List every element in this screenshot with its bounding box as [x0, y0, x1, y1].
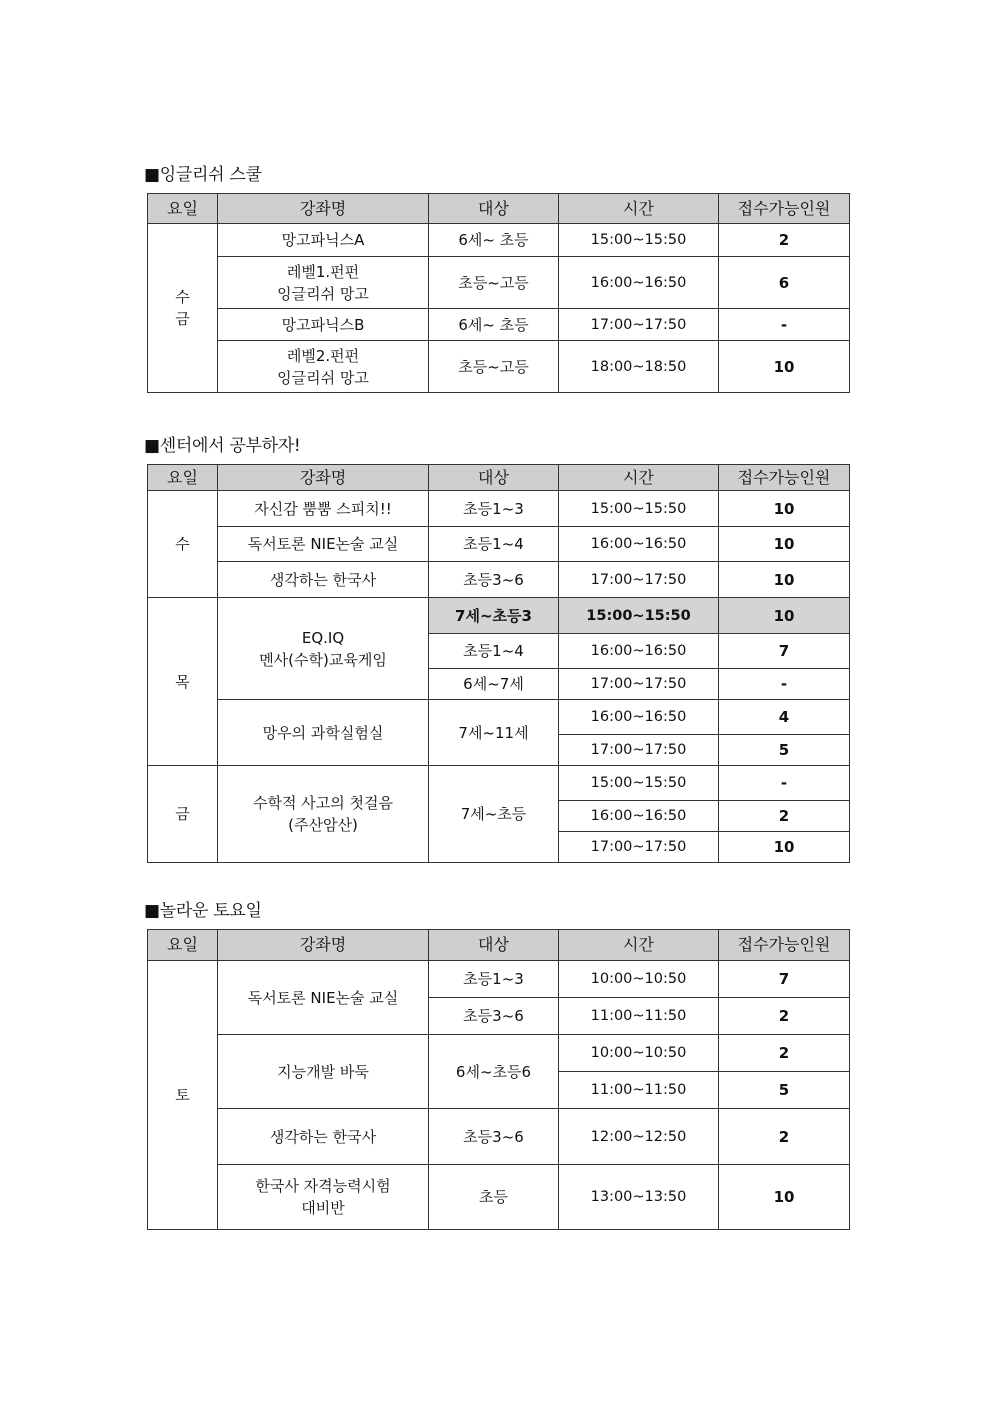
- target-cell: 초등1~4: [429, 634, 559, 669]
- course-line: 잉글리쉬 망고: [277, 368, 369, 387]
- time-cell: 17:00~17:50: [559, 735, 719, 766]
- header-course: 강좌명: [218, 465, 429, 491]
- course-line: 멘사(수학)교육게임: [259, 650, 387, 669]
- time-cell: 10:00~10:50: [559, 1035, 719, 1072]
- target-cell: 7세~초등3: [429, 598, 559, 634]
- target-cell: 초등~고등: [429, 257, 559, 309]
- target-cell: 6세~ 초등: [429, 309, 559, 341]
- table-row: [148, 341, 850, 393]
- target-cell: 6세~7세: [429, 669, 559, 700]
- header-row: [148, 930, 850, 961]
- header-count: 접수가능인원: [719, 194, 850, 224]
- time-cell: 11:00~11:50: [559, 998, 719, 1035]
- count-cell: 10: [719, 562, 850, 598]
- time-cell: 15:00~15:50: [559, 491, 719, 527]
- time-cell: 16:00~16:50: [559, 700, 719, 735]
- target-cell: 초등3~6: [429, 1109, 559, 1165]
- course-line: 레벨1.펀펀: [286, 262, 360, 281]
- count-cell: 10: [719, 1165, 850, 1230]
- day-line: 금: [175, 310, 190, 328]
- time-cell: 16:00~16:50: [559, 257, 719, 309]
- course-line: EQ.IQ: [301, 628, 345, 647]
- target-cell: 초등~고등: [429, 341, 559, 393]
- time-cell: 17:00~17:50: [559, 562, 719, 598]
- count-cell: -: [719, 669, 850, 700]
- course-cell: 자신감 뿜뿜 스피치!!: [218, 491, 429, 527]
- count-cell: -: [719, 766, 850, 801]
- course-line: 레벨2.펀펀: [286, 346, 360, 365]
- time-cell: 17:00~17:50: [559, 309, 719, 341]
- day-line: 수: [175, 288, 190, 306]
- course-cell: [218, 598, 429, 700]
- table-row: [148, 527, 850, 562]
- target-cell: 초등1~3: [429, 961, 559, 998]
- table-row: [148, 961, 850, 998]
- count-cell: 5: [719, 1072, 850, 1109]
- course-cell: [218, 224, 429, 257]
- table-row: [148, 1109, 850, 1165]
- table-row: [148, 1165, 850, 1230]
- table-row: [148, 766, 850, 801]
- time-cell: 11:00~11:50: [559, 1072, 719, 1109]
- header-course: 강좌명: [218, 194, 429, 224]
- course-line: 대비반: [301, 1199, 345, 1217]
- count-cell: 10: [719, 527, 850, 562]
- table-row-highlighted: [148, 598, 850, 634]
- target-cell: 7세~11세: [429, 700, 559, 766]
- table-row: [148, 700, 850, 735]
- count-cell: 5: [719, 735, 850, 766]
- day-cell: [148, 224, 218, 393]
- target-cell: 6세~초등6: [429, 1035, 559, 1109]
- course-cell: 망우의 과학실험실: [218, 700, 429, 766]
- count-cell: 2: [719, 224, 850, 257]
- course-cell: [218, 309, 429, 341]
- course-cell: [218, 257, 429, 309]
- count-cell: 7: [719, 634, 850, 669]
- target-cell: 6세~ 초등: [429, 224, 559, 257]
- header-target: 대상: [429, 194, 559, 224]
- time-cell: 16:00~16:50: [559, 634, 719, 669]
- table-row: [148, 562, 850, 598]
- course-cell: 지능개발 바둑: [218, 1035, 429, 1109]
- header-target: 대상: [429, 465, 559, 491]
- header-row: [148, 465, 850, 491]
- course-line: 수학적 사고의 첫걸음: [253, 794, 393, 812]
- target-cell: 초등1~3: [429, 491, 559, 527]
- header-count: 접수가능인원: [719, 930, 850, 961]
- course-line: 잉글리쉬 망고: [277, 284, 369, 303]
- header-day: 요일: [148, 930, 218, 961]
- time-cell: 15:00~15:50: [559, 598, 719, 634]
- table-row: [148, 257, 850, 309]
- target-cell: 7세~초등: [429, 766, 559, 863]
- course-cell: 독서토론 NIE논술 교실: [218, 527, 429, 562]
- course-line: 한국사 자격능력시험: [255, 1177, 391, 1195]
- time-cell: 16:00~16:50: [559, 527, 719, 562]
- time-cell: 17:00~17:50: [559, 669, 719, 700]
- target-cell: 초등3~6: [429, 562, 559, 598]
- table-row: [148, 491, 850, 527]
- count-cell: 2: [719, 801, 850, 832]
- time-cell: 10:00~10:50: [559, 961, 719, 998]
- time-cell: 18:00~18:50: [559, 341, 719, 393]
- time-cell: 12:00~12:50: [559, 1109, 719, 1165]
- count-cell: 2: [719, 1109, 850, 1165]
- section-title: ■센터에서 공부하자!: [144, 436, 301, 456]
- count-cell: 10: [719, 341, 850, 393]
- course-cell: [218, 766, 429, 863]
- count-cell: 10: [719, 598, 850, 634]
- day-cell: 수: [148, 491, 218, 598]
- count-cell: 7: [719, 961, 850, 998]
- schedule-table: [147, 193, 850, 393]
- count-cell: 6: [719, 257, 850, 309]
- count-cell: -: [719, 309, 850, 341]
- header-day: 요일: [148, 194, 218, 224]
- schedule-table: [147, 929, 850, 1230]
- time-cell: 13:00~13:50: [559, 1165, 719, 1230]
- course-name: 망고파닉스B: [281, 315, 365, 334]
- day-cell: 토: [148, 961, 218, 1230]
- header-target: 대상: [429, 930, 559, 961]
- count-cell: 10: [719, 491, 850, 527]
- header-count: 접수가능인원: [719, 465, 850, 491]
- count-cell: 4: [719, 700, 850, 735]
- schedule-table: [147, 464, 850, 863]
- section-title: ■놀라운 토요일: [144, 901, 262, 921]
- course-cell: 독서토론 NIE논술 교실: [218, 961, 429, 1035]
- header-time: 시간: [559, 465, 719, 491]
- table-row: [148, 309, 850, 341]
- target-cell: 초등3~6: [429, 998, 559, 1035]
- time-cell: 15:00~15:50: [559, 224, 719, 257]
- course-cell: [218, 1165, 429, 1230]
- header-day: 요일: [148, 465, 218, 491]
- time-cell: 15:00~15:50: [559, 766, 719, 801]
- count-cell: 2: [719, 998, 850, 1035]
- count-cell: 10: [719, 832, 850, 863]
- header-time: 시간: [559, 194, 719, 224]
- target-cell: 초등: [429, 1165, 559, 1230]
- table-row: [148, 1035, 850, 1072]
- time-cell: 17:00~17:50: [559, 832, 719, 863]
- header-time: 시간: [559, 930, 719, 961]
- course-cell: 생각하는 한국사: [218, 1109, 429, 1165]
- course-cell: [218, 341, 429, 393]
- day-cell: 목: [148, 598, 218, 766]
- table-row: [148, 224, 850, 257]
- header-course: 강좌명: [218, 930, 429, 961]
- day-cell: 금: [148, 766, 218, 863]
- section-title: ■잉글리쉬 스쿨: [144, 165, 262, 185]
- course-cell: 생각하는 한국사: [218, 562, 429, 598]
- header-row: [148, 194, 850, 224]
- count-cell: 2: [719, 1035, 850, 1072]
- course-line: (주산암산): [288, 816, 358, 834]
- target-cell: 초등1~4: [429, 527, 559, 562]
- course-name: 망고파닉스A: [281, 231, 365, 249]
- time-cell: 16:00~16:50: [559, 801, 719, 832]
